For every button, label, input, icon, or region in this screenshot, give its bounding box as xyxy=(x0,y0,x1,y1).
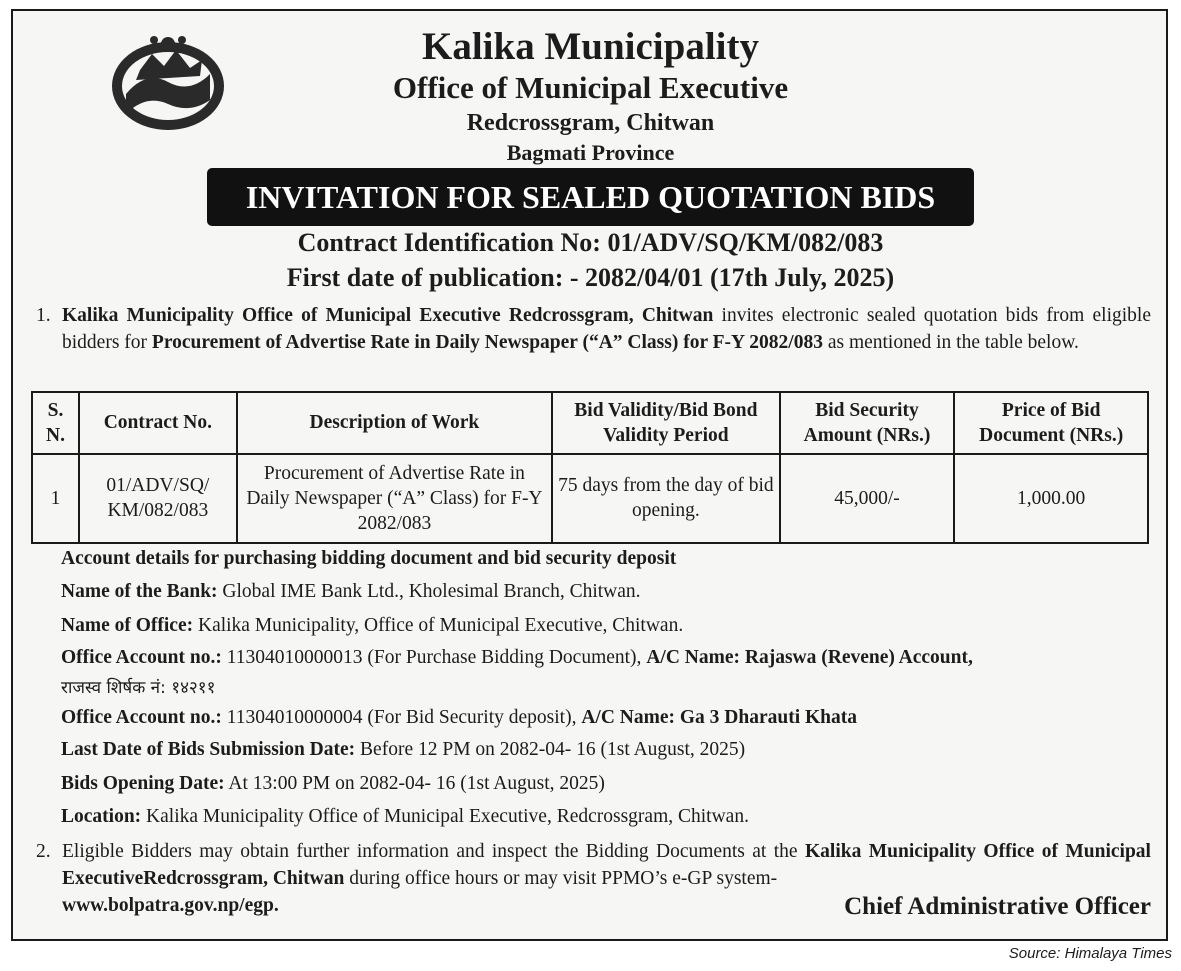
col-header-description: Description of Work xyxy=(237,392,552,454)
contract-identification: Contract Identification No: 01/ADV/SQ/KM/082/083 xyxy=(297,228,884,257)
egp-link[interactable]: www.bolpatra.gov.np/egp. xyxy=(62,895,279,916)
col-header-validity: Bid Validity/Bid Bond Validity Period xyxy=(552,392,780,454)
table-header-row xyxy=(32,392,1148,454)
table-row xyxy=(32,454,1148,543)
cell-description: Procurement of Advertise Rate in Daily Newspaper (“A” Class) for F-Y 2082/083 xyxy=(237,454,552,543)
publication-date: First date of publication: - 2082/04/01 (17th July, 2025) xyxy=(286,263,895,292)
account-2-line: Office Account no.: 11304010000004 (For Bid Security deposit), A/C Name: Ga 3 Dharauti Khata xyxy=(61,707,858,728)
municipality-name: Kalika Municipality xyxy=(422,25,759,68)
bid-table xyxy=(31,391,1149,544)
paragraph-number: 2. xyxy=(36,841,51,862)
signature-title: Chief Administrative Officer xyxy=(844,893,1151,920)
cell-sn: 1 xyxy=(32,454,79,543)
col-header-sn: S. N. xyxy=(32,392,79,454)
col-header-price: Price of Bid Document (NRs.) xyxy=(954,392,1148,454)
bank-name-line: Name of the Bank: Global IME Bank Ltd., Kholesimal Branch, Chitwan. xyxy=(61,581,641,602)
location-line: Location: Kalika Municipality Office of Municipal Executive, Redcrossgram, Chitwan. xyxy=(61,806,749,827)
cell-security: 45,000/- xyxy=(780,454,955,543)
province-name: Bagmati Province xyxy=(506,140,675,165)
office-name: Office of Municipal Executive xyxy=(392,70,789,105)
paragraph-number: 1. xyxy=(36,305,51,326)
office-address: Redcrossgram, Chitwan xyxy=(466,110,715,136)
col-header-contract: Contract No. xyxy=(79,392,237,454)
paragraph-text: Eligible Bidders may obtain further information and inspect the Bidding Documents at the Kalika Municipality Office of Municipal ExecutiveRedcrossgram, Chitwan during office hours or may visit PPMO’s e-GP system- www.bolpatra.gov.np/egp. xyxy=(62,841,1151,916)
account-details-heading: Account details for purchasing bidding document and bid security deposit xyxy=(61,548,677,569)
revenue-head-line: राजस्व शिर्षक नं: १४२११ xyxy=(61,678,216,698)
cell-price: 1,000.00 xyxy=(954,454,1148,543)
notice-title-banner: INVITATION FOR SEALED QUOTATION BIDS xyxy=(207,168,974,226)
source-credit: Source: Himalaya Times xyxy=(1008,945,1172,962)
office-name-line: Name of Office: Kalika Municipality, Office of Municipal Executive, Chitwan. xyxy=(61,615,684,636)
account-1-line: Office Account no.: 11304010000013 (For Purchase Bidding Document), A/C Name: Rajaswa (Revene) Account, xyxy=(61,647,973,668)
col-header-security: Bid Security Amount (NRs.) xyxy=(780,392,955,454)
paragraph-1 xyxy=(36,302,1151,356)
opening-date-line: Bids Opening Date: At 13:00 PM on 2082-04- 16 (1st August, 2025) xyxy=(61,773,605,794)
submission-date-line: Last Date of Bids Submission Date: Before 12 PM on 2082-04- 16 (1st August, 2025) xyxy=(61,739,746,760)
paragraph-text: Kalika Municipality Office of Municipal Executive Redcrossgram, Chitwan invites electronic sealed quotation bids from eligible bidders for Procurement of Advertise Rate in Daily Newspaper (“A” Class) for F-Y 2082/083 as mentioned in the table below. xyxy=(62,305,1151,353)
cell-contract: 01/ADV/SQ/ KM/082/083 xyxy=(79,454,237,543)
cell-validity: 75 days from the day of bid opening. xyxy=(552,454,780,543)
